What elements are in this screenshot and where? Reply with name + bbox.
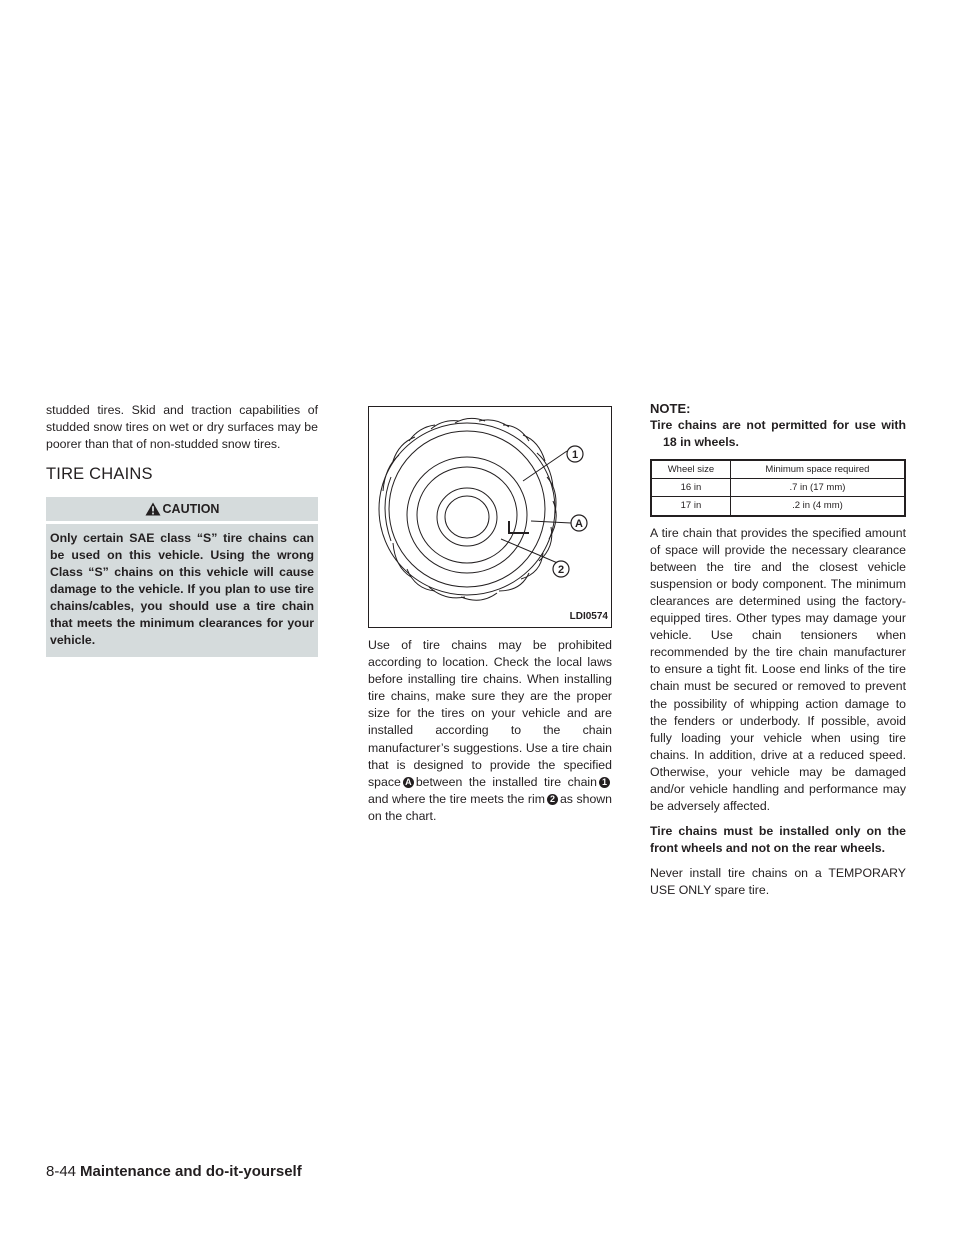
- usage-text-end: as shown on the chart.: [368, 791, 613, 823]
- marker-a: A: [403, 777, 414, 788]
- left-column: [46, 402, 318, 657]
- table-row: [651, 479, 905, 497]
- marker-2: 2: [547, 794, 558, 805]
- usage-text-mid1: between the installed tire chain: [415, 774, 597, 789]
- table-row: [651, 497, 905, 516]
- front-wheels-warning: Tire chains must be installed only on the front wheels and not on the rear wheels.: [650, 824, 906, 856]
- intro-paragraph: studded tires. Skid and traction capabilities of studded snow tires on wet or dry surfaces may be poorer than that of non-studded snow tires.: [46, 403, 318, 452]
- caution-box: [46, 497, 318, 656]
- table-cell: .7 in (17 mm): [730, 479, 905, 497]
- caution-text: Only certain SAE class “S” tire chains can be used on this vehicle. Using the wrong Class “S” chains on this vehicle will cause damage to the vehicle. If you plan to use tire chains/cables, you should use a tire chain that meets the minimum clearances for your vehicle.: [50, 531, 314, 647]
- note-heading: NOTE:: [650, 401, 691, 416]
- table-cell: 16 in: [651, 479, 730, 497]
- usage-text-start: Use of tire chains may be prohibited according to location. Check the local laws before installing tire chains. When installing tire chains, make sure they are the proper size for the tires on your vehicle and are installed according to the chain manufacturer’s suggestions. Use a tire chain that is designed to provide the specified space: [368, 638, 612, 789]
- page-number: 8-44: [46, 1163, 77, 1180]
- tire-chain-figure: [368, 406, 612, 628]
- warning-triangle-icon: [145, 502, 161, 516]
- table-header-cell: Minimum space required: [730, 460, 905, 479]
- note-text: Tire chains are not permitted for use with 18 in wheels.: [650, 418, 906, 450]
- right-column: [650, 400, 906, 900]
- section-heading: TIRE CHAINS: [46, 465, 153, 484]
- clearance-table: [650, 459, 906, 516]
- middle-column: [368, 406, 612, 825]
- table-header-cell: Wheel size: [651, 460, 730, 479]
- callout-a: A: [575, 518, 583, 530]
- callout-1: 1: [571, 449, 579, 461]
- page-footer: [46, 1163, 302, 1180]
- spare-tire-paragraph: Never install tire chains on a TEMPORARY USE ONLY spare tire.: [650, 866, 906, 898]
- caution-header: [46, 497, 318, 521]
- table-header-row: [651, 460, 905, 479]
- table-cell: 17 in: [651, 497, 730, 516]
- marker-1: 1: [599, 777, 610, 788]
- usage-text-mid2: and where the tire meets the rim: [368, 791, 545, 806]
- table-cell: .2 in (4 mm): [730, 497, 905, 516]
- caution-title: CAUTION: [162, 501, 220, 516]
- callout-2: 2: [557, 564, 565, 576]
- tire-chain-illustration: [369, 407, 611, 627]
- figure-label: LDI0574: [569, 610, 608, 622]
- section-title: Maintenance and do-it-yourself: [80, 1163, 302, 1180]
- chain-usage-paragraph: [368, 637, 612, 825]
- clearance-paragraph: A tire chain that provides the specified amount of space will provide the necessary clearance between the tire and the closest vehicle suspension or body component. The minimum clearances are determined using the factory-equipped tires. Other types may damage your vehicle. Use chain tensioners when recommended by the tire chain manufacturer to ensure a tight fit. Loose end links of the tire chain must be secured or removed to prevent the possibility of whipping action damage to the fenders or underbody. If possible, avoid fully loading your vehicle when using tire chains. In addition, drive at a reduced speed. Otherwise, your vehicle may be damaged and/or vehicle handling and performance may be adversely affected.: [650, 525, 906, 814]
